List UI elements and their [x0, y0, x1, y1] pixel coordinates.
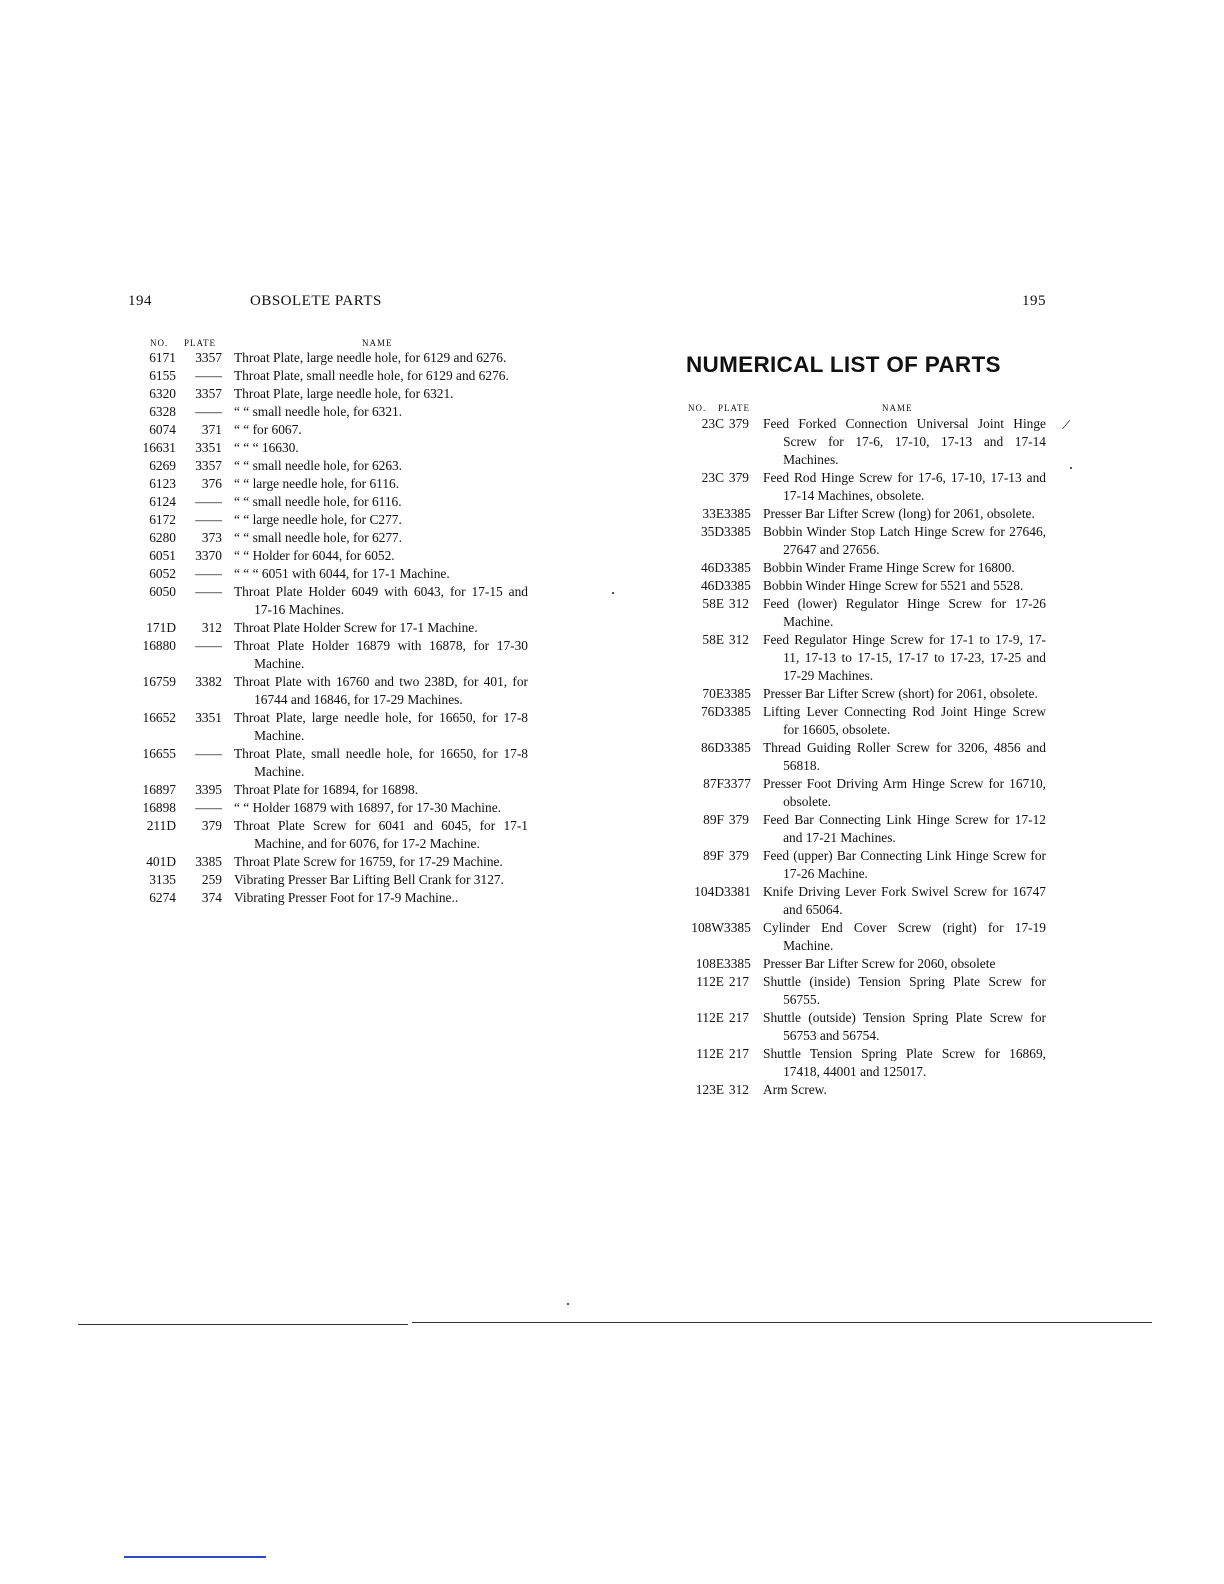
- list-item: [684, 775, 1046, 811]
- list-item: [128, 673, 528, 709]
- part-name: Feed Forked Connection Universal Joint Hinge Screw for 17-6, 17-10, 17-13 and 17-14 Machines.: [763, 416, 1046, 467]
- part-name: Throat Plate Holder 16879 with 16878, for 17-30 Machine.: [234, 638, 528, 671]
- part-number: 112E: [696, 974, 724, 989]
- plate-number: 379: [728, 848, 749, 863]
- part-name: Throat Plate Holder 6049 with 6043, for 17-15 and 17-16 Machines.: [234, 584, 528, 617]
- list-item: [684, 847, 1046, 883]
- plate-number: 3370: [195, 548, 222, 563]
- list-item: [684, 505, 1046, 523]
- list-item: [128, 403, 528, 421]
- part-number: 16897: [142, 782, 176, 797]
- part-number: 16652: [142, 710, 176, 725]
- scan-speck: [612, 592, 614, 594]
- plate-number: 312: [728, 632, 749, 647]
- list-item: [684, 595, 1046, 631]
- left-col-plate-header: PLATE: [184, 338, 216, 348]
- part-number: 6155: [149, 368, 176, 383]
- section-title: NUMERICAL LIST OF PARTS: [686, 352, 1001, 377]
- list-item: [128, 529, 528, 547]
- left-col-no-header: NO.: [150, 338, 169, 348]
- part-name: Shuttle Tension Spring Plate Screw for 16869, 17418, 44001 and 125017.: [763, 1046, 1046, 1079]
- list-item: [128, 889, 528, 907]
- part-number: 86D: [700, 740, 724, 755]
- part-number: 89F: [703, 812, 724, 827]
- plate-number: 379: [728, 416, 749, 431]
- pencil-mark-icon: ⟋: [1062, 418, 1071, 432]
- part-number: 89F: [703, 848, 724, 863]
- part-number: 33E: [702, 506, 724, 521]
- part-name: Vibrating Presser Bar Lifting Bell Crank for 3127.: [234, 872, 504, 887]
- part-name: Feed Rod Hinge Screw for 17-6, 17-10, 17-13 and 17-14 Machines, obsolete.: [763, 470, 1046, 503]
- part-number: 6269: [149, 458, 176, 473]
- plate-number: 3385: [724, 956, 751, 971]
- plate-number: 3357: [195, 458, 222, 473]
- plate-number: 3351: [195, 710, 222, 725]
- part-name: Throat Plate, large needle hole, for 6129 and 6276.: [234, 350, 507, 365]
- part-number: 6280: [149, 530, 176, 545]
- list-item: [128, 745, 528, 781]
- part-number: 87F: [703, 776, 724, 791]
- list-item: [684, 973, 1046, 1009]
- list-item: [684, 523, 1046, 559]
- list-item: [128, 619, 528, 637]
- part-number: 6074: [149, 422, 176, 437]
- left-parts-list: [128, 349, 528, 907]
- part-name: Throat Plate, large needle hole, for 6321.: [234, 386, 454, 401]
- list-item: [684, 469, 1046, 505]
- left-page-number: 194: [128, 293, 152, 309]
- list-item: [128, 817, 528, 853]
- plate-number: 379: [201, 818, 222, 833]
- list-item: [128, 871, 528, 889]
- part-number: 23C: [701, 416, 724, 431]
- right-page-number: 195: [1022, 293, 1046, 309]
- part-number: 6274: [149, 890, 176, 905]
- list-item: [684, 703, 1046, 739]
- plate-number: 3357: [195, 350, 222, 365]
- list-item: [684, 1045, 1046, 1081]
- part-number: 6172: [149, 512, 176, 527]
- list-item: [128, 511, 528, 529]
- plate-number: 3385: [195, 854, 222, 869]
- plate-number: ——: [195, 404, 222, 419]
- part-number: 58E: [702, 596, 724, 611]
- part-name: Cylinder End Cover Screw (right) for 17-19 Machine.: [763, 920, 1046, 953]
- part-number: 6123: [149, 476, 176, 491]
- right-col-name-header: NAME: [882, 403, 913, 413]
- part-name: Vibrating Presser Foot for 17-9 Machine..: [234, 890, 459, 905]
- part-name: Thread Guiding Roller Screw for 3206, 4856 and 56818.: [763, 740, 1046, 773]
- part-name: “ “ “ 6051 with 6044, for 17-1 Machine.: [234, 566, 450, 581]
- part-name: Presser Bar Lifter Screw (long) for 2061, obsolete.: [763, 506, 1035, 521]
- plate-number: 3351: [195, 440, 222, 455]
- list-item: [128, 853, 528, 871]
- part-number: 16655: [142, 746, 176, 761]
- list-item: [128, 421, 528, 439]
- list-item: [128, 637, 528, 673]
- part-name: Throat Plate, small needle hole, for 16650, for 17-8 Machine.: [234, 746, 528, 779]
- part-name: “ “ Holder for 6044, for 6052.: [234, 548, 395, 563]
- part-number: 46D: [700, 578, 724, 593]
- plate-number: 3385: [724, 686, 751, 701]
- running-title: OBSOLETE PARTS: [250, 293, 382, 309]
- part-name: Presser Bar Lifter Screw for 2060, obsolete: [763, 956, 996, 971]
- plate-number: 312: [728, 1082, 749, 1097]
- plate-number: 217: [728, 1010, 749, 1025]
- part-name: Feed Bar Connecting Link Hinge Screw for 17-12 and 17-21 Machines.: [763, 812, 1046, 845]
- part-number: 35D: [700, 524, 724, 539]
- part-name: Feed Regulator Hinge Screw for 17-1 to 17-9, 17-11, 17-13 to 17-15, 17-17 to 17-23, 17-25 and 17-29 Machines.: [763, 632, 1046, 683]
- list-item: [128, 385, 528, 403]
- list-item: [684, 1081, 1046, 1099]
- list-item: [128, 349, 528, 367]
- plate-number: ——: [195, 566, 222, 581]
- part-name: Shuttle (outside) Tension Spring Plate Screw for 56753 and 56754.: [763, 1010, 1046, 1043]
- plate-number: 259: [201, 872, 222, 887]
- right-col-no-header: NO.: [688, 403, 707, 413]
- plate-number: 3385: [724, 524, 751, 539]
- scan-rule-blue: [124, 1556, 266, 1558]
- plate-number: 379: [728, 470, 749, 485]
- plate-number: 3385: [724, 920, 751, 935]
- plate-number: 3385: [724, 506, 751, 521]
- plate-number: 376: [201, 476, 222, 491]
- list-item: [128, 565, 528, 583]
- part-number: 112E: [696, 1010, 724, 1025]
- plate-number: ——: [195, 800, 222, 815]
- plate-number: 217: [728, 974, 749, 989]
- plate-number: ——: [195, 494, 222, 509]
- part-name: Throat Plate Screw for 16759, for 17-29 Machine.: [234, 854, 503, 869]
- plate-number: 3385: [724, 740, 751, 755]
- plate-number: ——: [195, 746, 222, 761]
- part-name: “ “ large needle hole, for 6116.: [234, 476, 400, 491]
- part-name: Throat Plate, small needle hole, for 6129 and 6276.: [234, 368, 509, 383]
- list-item: [684, 1009, 1046, 1045]
- plate-number: 371: [201, 422, 222, 437]
- plate-number: 312: [201, 620, 222, 635]
- list-item: [128, 367, 528, 385]
- part-number: 6124: [149, 494, 176, 509]
- plate-number: 3395: [195, 782, 222, 797]
- list-item: [128, 709, 528, 745]
- part-name: Presser Bar Lifter Screw (short) for 2061, obsolete.: [763, 686, 1038, 701]
- list-item: [128, 583, 528, 619]
- list-item: [128, 493, 528, 511]
- list-item: [684, 919, 1046, 955]
- part-number: 6328: [149, 404, 176, 419]
- list-item: [684, 739, 1046, 775]
- list-item: [684, 631, 1046, 685]
- part-number: 401D: [146, 854, 176, 869]
- part-name: Throat Plate with 16760 and two 238D, for 401, for 16744 and 16846, for 17-29 Machines.: [234, 674, 528, 707]
- part-name: Throat Plate Screw for 6041 and 6045, for 17-1 Machine, and for 6076, for 17-2 Machine.: [234, 818, 528, 851]
- plate-number: 374: [201, 890, 222, 905]
- part-number: 108W: [691, 920, 724, 935]
- plate-number: ——: [195, 368, 222, 383]
- part-name: Presser Foot Driving Arm Hinge Screw for 16710, obsolete.: [763, 776, 1046, 809]
- part-number: 6320: [149, 386, 176, 401]
- part-number: 16759: [142, 674, 176, 689]
- part-number: 16880: [142, 638, 176, 653]
- list-item: [128, 781, 528, 799]
- list-item: [684, 577, 1046, 595]
- part-name: Lifting Lever Connecting Rod Joint Hinge Screw for 16605, obsolete.: [763, 704, 1046, 737]
- part-number: 104D: [694, 884, 724, 899]
- part-number: 16898: [142, 800, 176, 815]
- part-number: 3135: [149, 872, 176, 887]
- part-name: “ “ large needle hole, for C277.: [234, 512, 402, 527]
- list-item: [684, 955, 1046, 973]
- list-item: [128, 439, 528, 457]
- list-item: [128, 475, 528, 493]
- part-number: 46D: [700, 560, 724, 575]
- plate-number: 312: [728, 596, 749, 611]
- part-number: 6051: [149, 548, 176, 563]
- part-name: “ “ small needle hole, for 6116.: [234, 494, 402, 509]
- part-name: “ “ small needle hole, for 6321.: [234, 404, 403, 419]
- part-name: Throat Plate, large needle hole, for 16650, for 17-8 Machine.: [234, 710, 528, 743]
- plate-number: ——: [195, 584, 222, 599]
- left-col-name-header: NAME: [362, 338, 393, 348]
- part-name: Bobbin Winder Frame Hinge Screw for 16800.: [763, 560, 1015, 575]
- plate-number: 3385: [724, 704, 751, 719]
- part-name: “ “ small needle hole, for 6263.: [234, 458, 403, 473]
- right-parts-list: [684, 415, 1046, 1099]
- part-number: 112E: [696, 1046, 724, 1061]
- list-item: [128, 457, 528, 475]
- part-name: “ “ for 6067.: [234, 422, 302, 437]
- list-item: [684, 685, 1046, 703]
- plate-number: 3357: [195, 386, 222, 401]
- part-name: Feed (upper) Bar Connecting Link Hinge Screw for 17-26 Machine.: [763, 848, 1046, 881]
- part-name: Arm Screw.: [763, 1082, 827, 1097]
- right-col-plate-header: PLATE: [718, 403, 750, 413]
- plate-number: ——: [195, 638, 222, 653]
- part-name: “ “ “ 16630.: [234, 440, 299, 455]
- part-number: 211D: [146, 818, 176, 833]
- part-number: 70E: [702, 686, 724, 701]
- plate-number: 3377: [724, 776, 751, 791]
- plate-number: 373: [201, 530, 222, 545]
- part-number: 16631: [142, 440, 176, 455]
- part-name: Shuttle (inside) Tension Spring Plate Screw for 56755.: [763, 974, 1046, 1007]
- part-number: 6050: [149, 584, 176, 599]
- part-name: Throat Plate for 16894, for 16898.: [234, 782, 419, 797]
- plate-number: 379: [728, 812, 749, 827]
- part-number: 6052: [149, 566, 176, 581]
- part-name: Bobbin Winder Stop Latch Hinge Screw for 27646, 27647 and 27656.: [763, 524, 1046, 557]
- scan-speck: [1070, 467, 1072, 469]
- plate-number: 3385: [724, 578, 751, 593]
- part-name: Bobbin Winder Hinge Screw for 5521 and 5528.: [763, 578, 1024, 593]
- scan-rule-right: [412, 1322, 1152, 1323]
- list-item: [684, 811, 1046, 847]
- part-number: 58E: [702, 632, 724, 647]
- part-name: Throat Plate Holder Screw for 17-1 Machine.: [234, 620, 478, 635]
- plate-number: 3385: [724, 560, 751, 575]
- part-name: “ “ Holder 16879 with 16897, for 17-30 Machine.: [234, 800, 502, 815]
- part-number: 76D: [700, 704, 724, 719]
- plate-number: 3381: [724, 884, 751, 899]
- part-name: Feed (lower) Regulator Hinge Screw for 17-26 Machine.: [763, 596, 1046, 629]
- list-item: [128, 799, 528, 817]
- scan-speck: [567, 1303, 569, 1305]
- part-number: 23C: [701, 470, 724, 485]
- scan-rule-left: [78, 1324, 408, 1325]
- part-name: “ “ small needle hole, for 6277.: [234, 530, 403, 545]
- list-item: [684, 415, 1046, 469]
- list-item: [684, 559, 1046, 577]
- part-name: Knife Driving Lever Fork Swivel Screw for 16747 and 65064.: [763, 884, 1046, 917]
- part-number: 123E: [695, 1082, 724, 1097]
- plate-number: 3382: [195, 674, 222, 689]
- list-item: [684, 883, 1046, 919]
- plate-number: ——: [195, 512, 222, 527]
- list-item: [128, 547, 528, 565]
- part-number: 6171: [149, 350, 176, 365]
- plate-number: 217: [728, 1046, 749, 1061]
- part-number: 171D: [146, 620, 176, 635]
- part-number: 108E: [695, 956, 724, 971]
